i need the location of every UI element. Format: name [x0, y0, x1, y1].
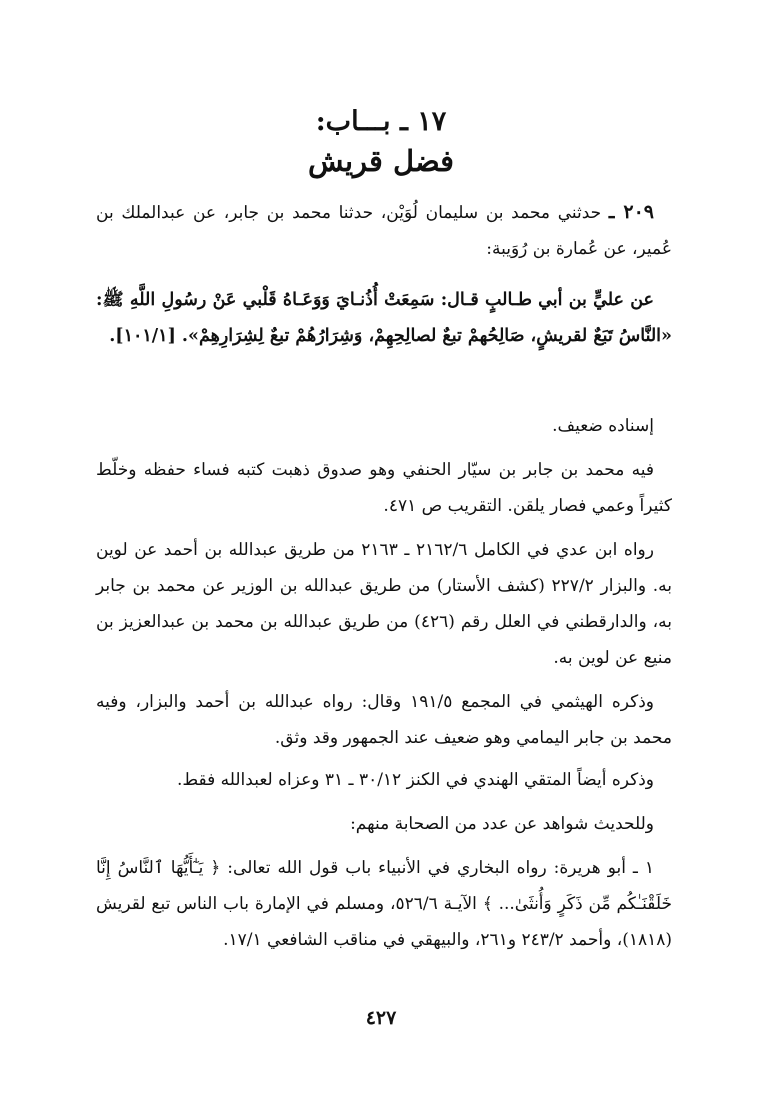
page-number: ٤٢٧	[365, 1007, 397, 1029]
chapter-title-heading: فضل قريش	[308, 144, 454, 178]
hadith-isnad-paragraph	[96, 194, 672, 267]
narrator-note-paragraph: فيه محمد بن جابر بن سيّار الحنفي وهو صدوق ذهبت كتبه فساء حفظه وخلّط كثيراً وعمي فصار يلقن. التقريب ص ٤٧١.	[96, 460, 672, 516]
hadith-matn-paragraph: عن عليٍّ بن أبي طـالبٍ قـال: سَمِعَتْ أُذُنـايَ وَوَعَـاهُ قَلْبي عَنْ رسُولِ اللَّهِ ﷺ: «النَّاسُ تَبَعٌ لقريشٍ، صَالِحُهمْ تبعٌ لصالِحِهِمْ، وَشِرَارُهُمْ تبعٌ لِشِرَارِهِمْ». [١٠١/١].	[96, 290, 672, 346]
chapter-number-heading: ١٧ ـ بـــاب:	[315, 106, 447, 137]
kanz-paragraph: وذكره أيضاً المتقي الهندي في الكنز ٣٠/١٢ ـ ٣١ وعزاه لعبدالله فقط.	[176, 770, 654, 790]
takhrij-paragraph: رواه ابن عدي في الكامل ٢١٦٢/٦ ـ ٢١٦٣ من طريق عبدالله بن أحمد عن لوين به. والبزار ٢٢٧/٢ (كشف الأستار) من طريق عبدالله بن الوزير عن محمد بن جابر به، والدارقطني في العلل رقم (٤٢٦) من طريق عبدالله بن محمد بن عبدالعزيز بن منيع عن لوين به.	[96, 540, 672, 668]
shawahid-intro-paragraph: وللحديث شواهد عن عدد من الصحابة منهم:	[350, 814, 654, 834]
hadith-number: ٢٠٩ ـ	[608, 201, 654, 223]
hadith-isnad-text: حدثني محمد بن سليمان لُوَيْن، حدثنا محمد بن جابر، عن عبدالملك بن عُمير، عن عُمارة بن رُوَيبة:	[96, 203, 672, 259]
abu-hurayra-paragraph: ١ ـ أبو هريرة: رواه البخاري في الأنبياء باب قول الله تعالى: ﴿ يَـٰٓأَيُّهَا ٱلنَّاسُ إِنَّا خَلَقْنَـٰكُم مِّن ذَكَرٍ وَأُنثَىٰ... ﴾ الآيـة ٥٢٦/٦، ومسلم في الإمارة باب الناس تبع لقريش (١٨١٨)، وأحمد ٢٤٣/٢ و٢٦١، والبيهقي في مناقب الشافعي ١٧/١.	[96, 858, 672, 950]
haythami-paragraph: وذكره الهيثمي في المجمع ١٩١/٥ وقال: رواه عبدالله بن أحمد والبزار، وفيه محمد بن جابر اليمامي وهو ضعيف عند الجمهور وقد وثق.	[96, 692, 672, 748]
grade-paragraph: إسناده ضعيف.	[552, 416, 654, 436]
